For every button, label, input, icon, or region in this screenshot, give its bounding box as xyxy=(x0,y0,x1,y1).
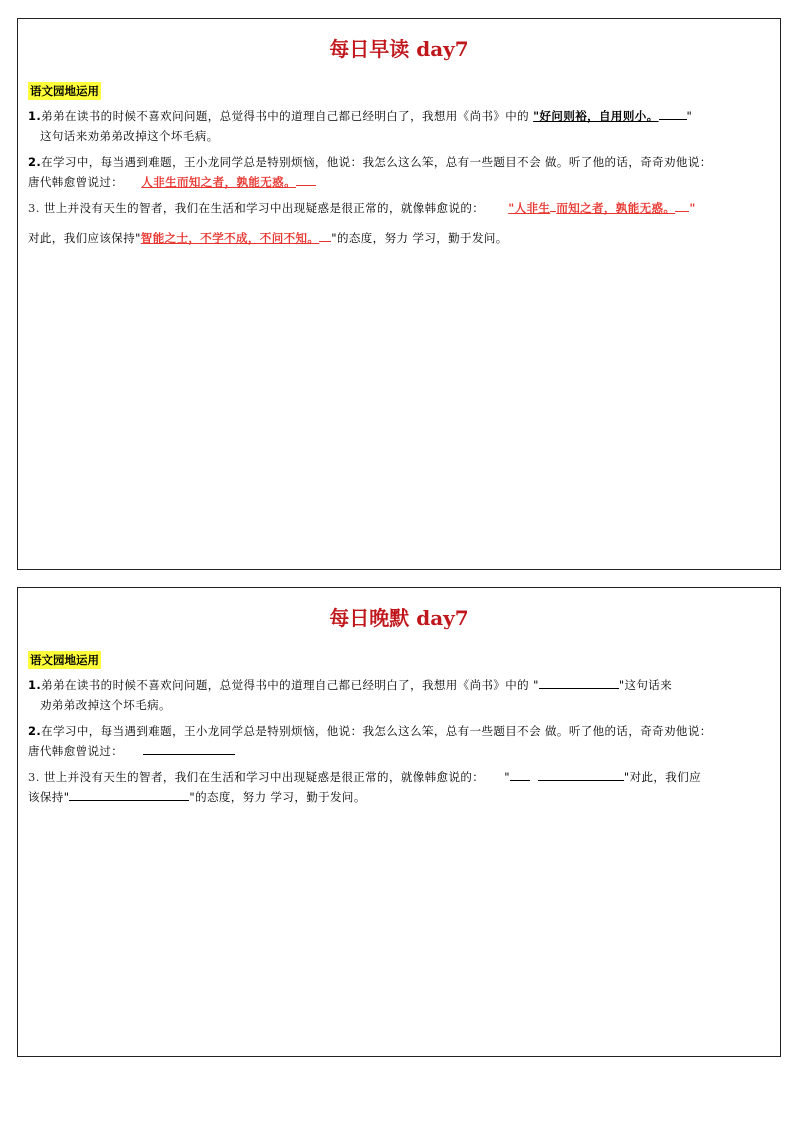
answer-text: 好问则裕，自用则小。 xyxy=(539,109,659,123)
question-text-continued: "这句话来 xyxy=(618,678,673,692)
fill-blank[interactable] xyxy=(143,742,235,755)
quote-open: " xyxy=(533,109,540,123)
answer-text: 人非生而知之者，孰能无惑。 xyxy=(141,175,296,189)
quote-open: " xyxy=(508,201,515,215)
evening-title: 每日晚默 day7 xyxy=(329,606,469,630)
evening-dictation-card xyxy=(17,587,781,1057)
question-text-continued: 这句话来劝弟弟改掉这个坏毛病。 xyxy=(40,129,219,143)
answer-underline xyxy=(659,107,687,120)
fill-blank[interactable] xyxy=(538,768,624,781)
morning-question-2 xyxy=(28,152,770,192)
morning-reading-card xyxy=(17,18,781,570)
question-text: 在学习中，每当遇到难题，王小龙同学总是特别烦恼，他说：我怎么这么笨，总有一些题目不会 做。听了他的话，奇奇劝他说： xyxy=(41,155,712,169)
answer-underline xyxy=(319,229,331,242)
morning-title: 每日早读 day7 xyxy=(329,37,469,61)
answer-text-part-1: 人非生 xyxy=(514,201,551,215)
quote-close: " xyxy=(689,201,696,215)
evening-section-tag: 语文园地运用 xyxy=(30,653,99,667)
question-text: 弟弟在读书的时候不喜欢问问题，总觉得书中的道理自己都已经明白了，我想用《尚书》中的 xyxy=(41,109,534,123)
evening-question-1 xyxy=(28,675,770,715)
fill-blank[interactable] xyxy=(510,768,530,781)
question-text-continued-2: 该保持" xyxy=(28,790,70,804)
question-text-end: "的态度，努力 学习，勤于发问。 xyxy=(331,231,508,245)
answer-underline xyxy=(296,173,316,186)
answer-underline xyxy=(675,199,689,212)
question-text-end: "的态度，努力 学习，勤于发问。 xyxy=(189,790,366,804)
question-text: 世上并没有天生的智者，我们在生活和学习中出现疑惑是很正常的，就像韩愈说的： xyxy=(43,201,485,215)
morning-section-tag: 语文园地运用 xyxy=(30,84,99,98)
question-number: 2. xyxy=(28,724,42,738)
question-text: 在学习中，每当遇到难题，王小龙同学总是特别烦恼，他说：我怎么这么笨，总有一些题目不会 做。听了他的话，奇奇劝他说： xyxy=(41,724,712,738)
question-text: 弟弟在读书的时候不喜欢问问题，总觉得书中的道理自己都已经明白了，我想用《尚书》中的 " xyxy=(41,678,539,692)
fill-blank[interactable] xyxy=(69,788,189,801)
fill-blank[interactable] xyxy=(539,676,619,689)
question-number: 1. xyxy=(28,109,42,123)
morning-question-3 xyxy=(28,198,770,248)
question-text-continued: 唐代韩愈曾说过： xyxy=(28,744,124,758)
question-number: 2. xyxy=(28,155,42,169)
quote-open: " xyxy=(504,770,510,784)
question-text-continued: 唐代韩愈曾说过： xyxy=(28,175,124,189)
question-number: 3. xyxy=(28,201,40,215)
evening-question-2 xyxy=(28,721,770,761)
answer-text: 智能之士，不学不成，不问不知。 xyxy=(140,231,320,245)
question-number: 1. xyxy=(28,678,42,692)
question-text-continued: 对此，我们应该保持" xyxy=(28,231,141,245)
question-text-continued: "对此，我们应 xyxy=(623,770,701,784)
morning-question-1 xyxy=(28,106,770,146)
quote-close: " xyxy=(686,109,693,123)
evening-question-3 xyxy=(28,767,770,807)
question-text: 世上并没有天生的智者，我们在生活和学习中出现疑惑是很正常的，就像韩愈说的： xyxy=(43,770,485,784)
answer-text-part-2: 而知之者，孰能无惑。 xyxy=(556,201,676,215)
question-number: 3. xyxy=(28,770,40,784)
question-text-end: 劝弟弟改掉这个坏毛病。 xyxy=(40,698,171,712)
